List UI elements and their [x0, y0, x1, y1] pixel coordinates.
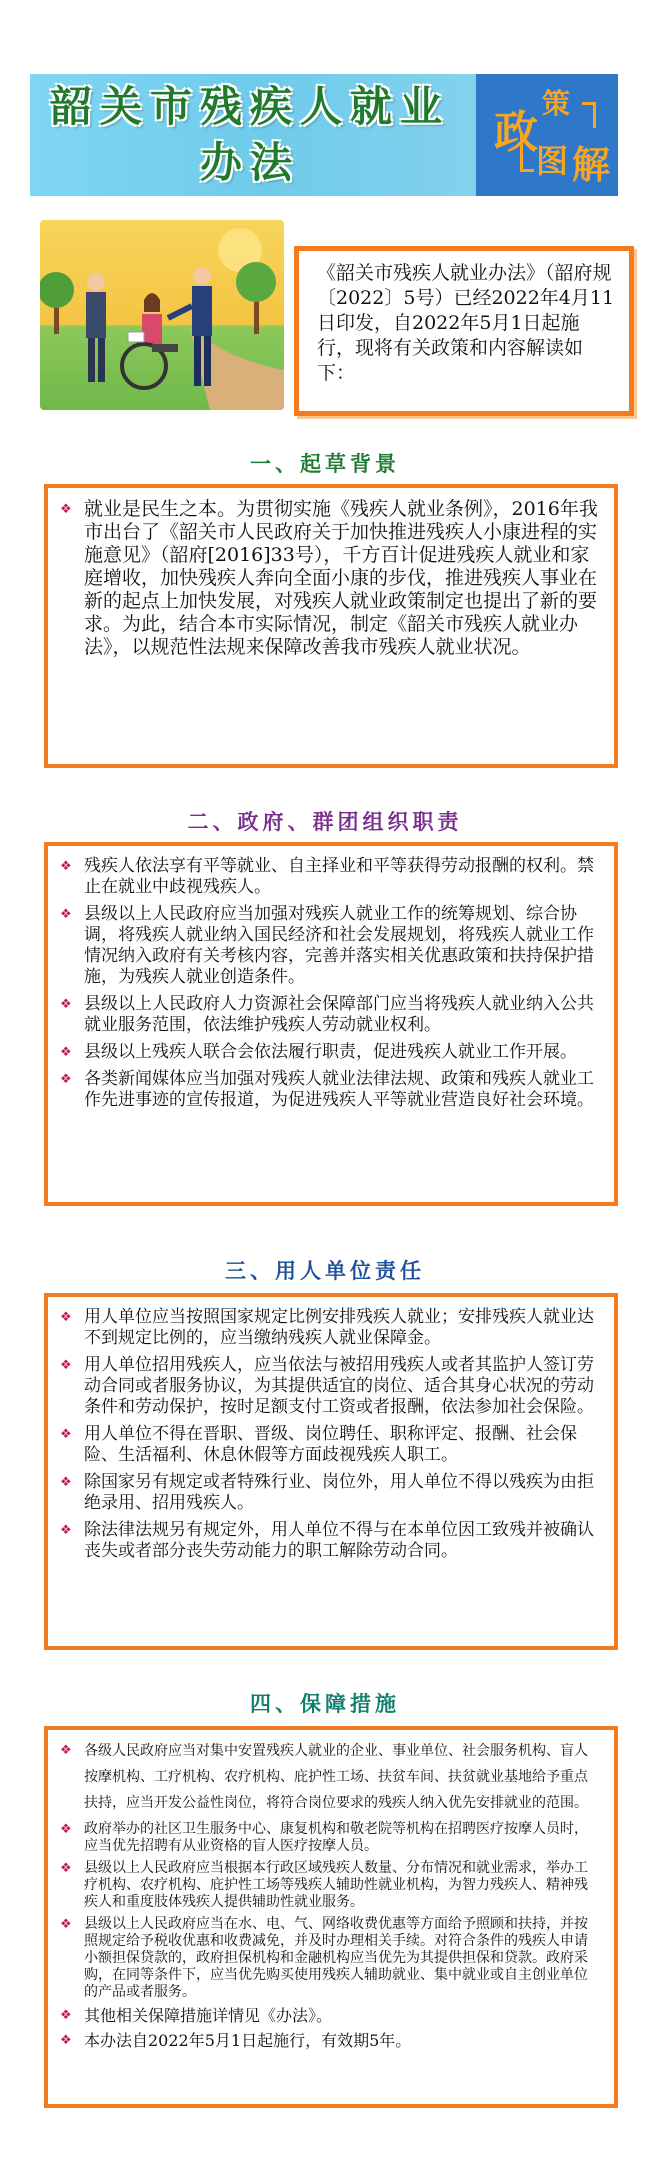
diamond-bullet-icon: ❖	[60, 1072, 72, 1087]
list-item: ❖ 政府举办的社区卫生服务中心、康复机构和敬老院等机构在招聘医疗按摩人员时，应当优先招聘有从业资格的盲人医疗按摩人员。	[60, 1821, 588, 1854]
list-item: ❖ 县级以上人民政府应当根据本行政区域残疾人数量、分布情况和就业需求，举办工疗机构、农疗机构、庇护性工场等残疾人辅助性就业机构，为智力残疾人、精神残疾人和重度肢体残疾人提供辅助性就业服务。	[60, 1860, 588, 1910]
list-item: ❖ 除法律法规另有规定外，用人单位不得与在本单位因工致残并被确认丧失或者部分丧失劳动能力的职工解除劳动合同。	[60, 1520, 594, 1561]
list-item: ❖ 县级以上人民政府应当在水、电、气、网络收费优惠等方面给予照顾和扶持，并按照规定给予税收优惠和收费减免，并及时办理相关手续。对符合条件的残疾人申请小额担保贷款的，政府担保机构和金融机构应当优先为其提供担保和贷款。政府采购，在同等条件下，应当优先购买使用残疾人辅助就业、集中就业或自主创业单位的产品或者服务。	[60, 1916, 588, 2000]
list-item: ❖ 残疾人依法享有平等就业、自主择业和平等获得劳动报酬的权利。禁止在就业中歧视残疾人。	[60, 856, 594, 897]
list-item: ❖ 用人单位招用残疾人，应当依法与被招用残疾人或者其监护人签订劳动合同或者服务协议，为其提供适宜的岗位、适合其身心状况的劳动条件和劳动保护，按时足额支付工资或者报酬，依法参加社会保险。	[60, 1355, 594, 1417]
list-item: ❖ 县级以上残疾人联合会依法履行职责，促进残疾人就业工作开展。	[60, 1042, 577, 1062]
policy-badge	[476, 74, 618, 196]
list-item: ❖ 用人单位不得在晋职、晋级、岗位聘任、职称评定、报酬、社会保险、生活福利、休息休假等方面歧视残疾人职工。	[60, 1424, 577, 1465]
section-3-title: 三、用人单位责任	[225, 1258, 425, 1283]
diamond-bullet-icon: ❖	[60, 1523, 72, 1538]
title-line-2: 办法	[199, 138, 300, 187]
badge-char-4: 解	[572, 142, 611, 187]
diamond-bullet-icon: ❖	[60, 859, 72, 874]
list-item: ❖ 县级以上人民政府应当加强对残疾人就业工作的统筹规划、综合协调，将残疾人就业纳入国民经济和社会发展规划，将残疾人就业工作情况纳入政府有关考核内容，完善并落实相关优惠政策和扶持保护措施，为残疾人就业创造条件。	[60, 904, 594, 987]
header-banner	[30, 74, 618, 196]
section-3-box	[44, 1293, 618, 1650]
section-4-box	[44, 1726, 618, 2108]
diamond-bullet-icon: ❖	[60, 1358, 72, 1373]
section-1-box	[44, 484, 618, 768]
section-2-box	[44, 842, 618, 1206]
section-1-title: 一、起草背景	[250, 451, 400, 476]
diamond-bullet-icon: ❖	[60, 1822, 72, 1837]
badge-bracket-left	[520, 132, 534, 172]
list-item: ❖ 除国家另有规定或者特殊行业、岗位外，用人单位不得以残疾为由拒绝录用、招用残疾人。	[60, 1472, 594, 1513]
intro-box	[294, 246, 634, 416]
diamond-bullet-icon: ❖	[60, 1743, 72, 1758]
page-title	[30, 80, 470, 190]
diamond-bullet-icon: ❖	[60, 502, 72, 517]
diamond-bullet-icon: ❖	[60, 1045, 72, 1060]
list-item: ❖ 各级人民政府应当对集中安置残疾人就业的企业、事业单位、社会服务机构、盲人按摩机构、工疗机构、农疗机构、庇护性工场、扶贫车间、扶贫就业基地给予重点扶持，应当开发公益性岗位，将符合岗位要求的残疾人纳入优先安排就业的范围。	[60, 1738, 600, 1816]
section-2-title: 二、政府、群团组织职责	[187, 809, 463, 834]
diamond-bullet-icon: ❖	[60, 1917, 72, 1932]
badge-bracket-right	[582, 102, 596, 128]
list-item: ❖ 本办法自2022年5月1日起施行，有效期5年。	[60, 2031, 412, 2050]
list-item: ❖ 其他相关保障措施详情见《办法》。	[60, 2006, 333, 2025]
diamond-bullet-icon: ❖	[60, 1475, 72, 1490]
list-item: ❖ 县级以上人民政府人力资源社会保障部门应当将残疾人就业纳入公共就业服务范围，依法维护残疾人劳动就业权利。	[60, 994, 594, 1035]
diamond-bullet-icon: ❖	[60, 1427, 72, 1442]
list-item: ❖ 用人单位应当按照国家规定比例安排残疾人就业；安排残疾人就业达不到规定比例的，应当缴纳残疾人就业保障金。	[60, 1307, 594, 1348]
section-4-title: 四、保障措施	[250, 1691, 400, 1716]
diamond-bullet-icon: ❖	[60, 1310, 72, 1325]
list-item: ❖ 就业是民生之本。为贯彻实施《残疾人就业条例》，2016年我市出台了《韶关市人民政府关于加快推进残疾人小康进程的实施意见》（韶府[2016]33号），千方百计促进残疾人就业和家庭增收，加快残疾人奔向全面小康的步伐，推进残疾人事业在新的起点上加快发展，对残疾人就业政策制定也提出了新的要求。为此，结合本市实际情况，制定《韶关市残疾人就业办法》，以规范性法规来保障改善我市残疾人就业状况。	[60, 498, 598, 658]
diamond-bullet-icon: ❖	[60, 1861, 72, 1876]
diamond-bullet-icon: ❖	[60, 2033, 72, 2048]
illustration-image	[40, 220, 284, 410]
badge-char-1: 政	[494, 107, 538, 158]
title-line-1: 韶关市残疾人就业	[49, 82, 450, 131]
list-item: ❖ 各类新闻媒体应当加强对残疾人就业法律法规、政策和残疾人就业工作先进事迹的宣传报道，为促进残疾人平等就业营造良好社会环境。	[60, 1069, 594, 1110]
diamond-bullet-icon: ❖	[60, 907, 72, 922]
badge-char-2: 策	[542, 87, 571, 120]
diamond-bullet-icon: ❖	[60, 997, 72, 1012]
diamond-bullet-icon: ❖	[60, 2008, 72, 2023]
intro-text: 《韶关市残疾人就业办法》（韶府规〔2022〕5号）已经2022年4月11日印发，自2022年5月1日起施行，现将有关政策和内容解读如下：	[317, 262, 615, 384]
badge-char-3: 图	[536, 142, 569, 180]
handshake-illustration	[40, 220, 284, 410]
